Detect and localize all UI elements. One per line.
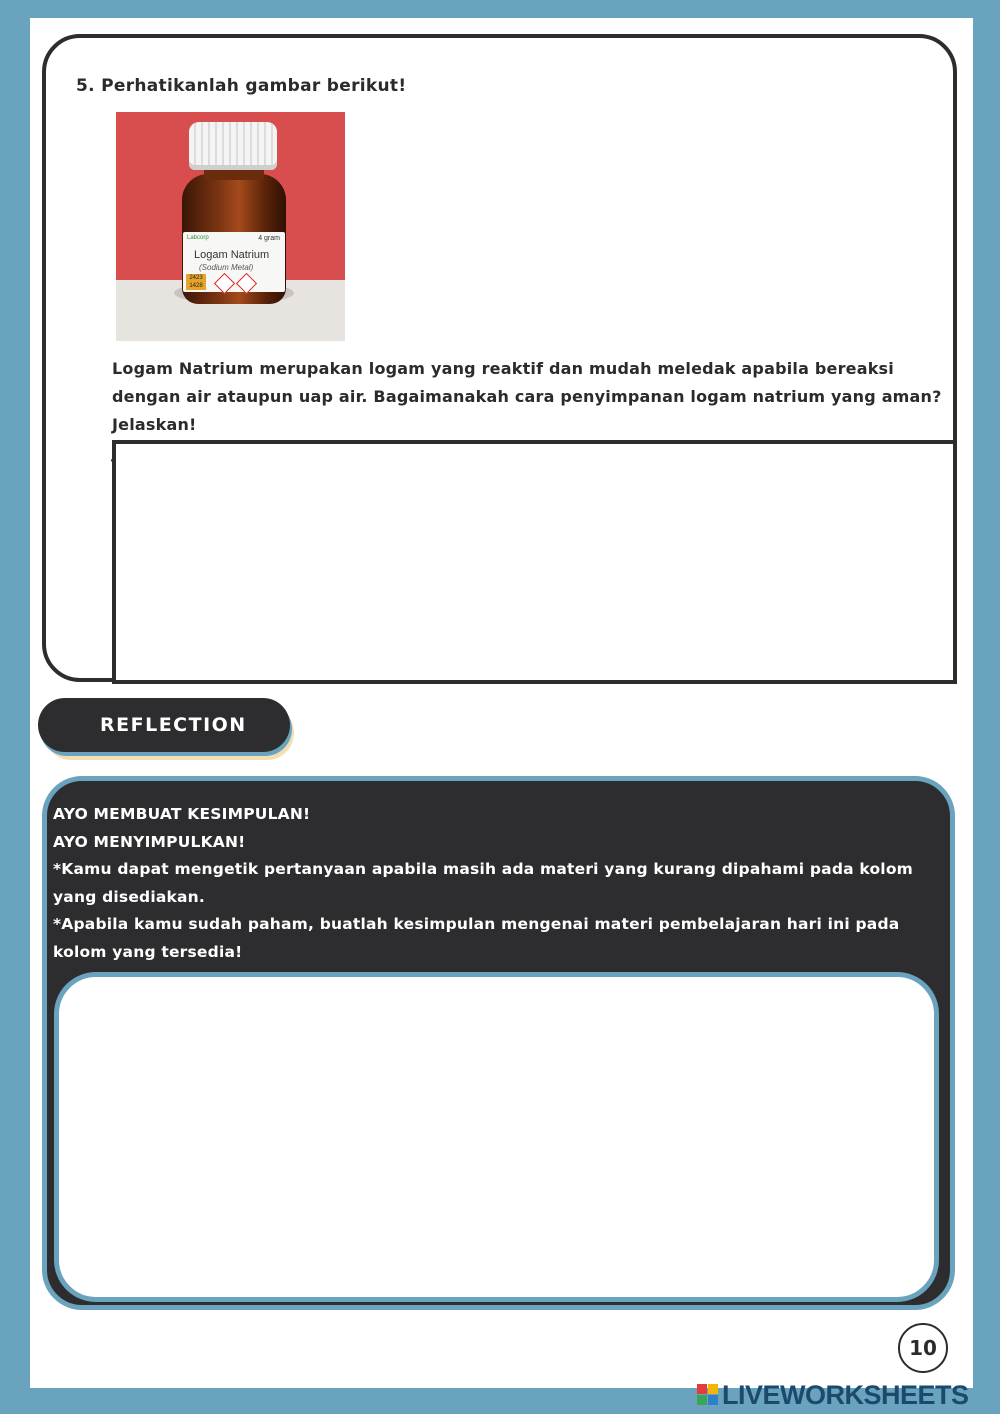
label-brand: Labcorp bbox=[187, 235, 209, 241]
reflection-line-4: *Apabila kamu sudah paham, buatlah kesimpulan mengenai materi pembelajaran hari ini pada kolom yang tersedia! bbox=[53, 915, 900, 961]
liveworksheets-icon bbox=[697, 1384, 719, 1406]
corrosive-hazard-icon bbox=[236, 273, 257, 294]
label-hazard-code bbox=[186, 274, 206, 290]
reflection-line-3: *Kamu dapat mengetik pertanyaan apabila masih ada materi yang kurang dipahami pada kolom yang disediakan. bbox=[53, 860, 914, 906]
question-body: Logam Natrium merupakan logam yang reaktif dan mudah meledak apabila bereaksi dengan air ataupun uap air. Bagaimanakah cara penyimpanan logam natrium yang aman? Jelaskan! bbox=[112, 359, 942, 434]
sodium-bottle-photo bbox=[116, 112, 345, 341]
reflection-instructions bbox=[53, 801, 943, 966]
label-name: Logam Natrium bbox=[194, 249, 270, 261]
label-subtitle: (Sodium Metal) bbox=[199, 263, 254, 272]
reflection-input[interactable] bbox=[54, 972, 939, 1302]
reflection-line-1: AYO MEMBUAT KESIMPULAN! bbox=[53, 805, 311, 823]
hazard-code-top: 2423 bbox=[189, 275, 203, 281]
liveworksheets-wordmark: LIVEWORKSHEETS bbox=[722, 1379, 969, 1410]
hazard-code-bottom: 1428 bbox=[189, 283, 203, 289]
flammable-hazard-icon bbox=[214, 273, 235, 294]
worksheet-page bbox=[30, 18, 973, 1388]
question-card bbox=[42, 34, 957, 682]
reflection-line-2: AYO MENYIMPULKAN! bbox=[53, 832, 246, 851]
bottle-label bbox=[183, 232, 285, 292]
reflection-card bbox=[42, 776, 955, 1310]
label-mass: 4 gram bbox=[258, 235, 280, 242]
question-title: 5. Perhatikanlah gambar berikut! bbox=[76, 76, 407, 96]
bottle-cap bbox=[189, 122, 277, 170]
answer-input[interactable] bbox=[112, 440, 957, 684]
page-number: 10 bbox=[898, 1323, 948, 1373]
reflection-heading: REFLECTION bbox=[38, 698, 290, 752]
liveworksheets-logo[interactable] bbox=[697, 1380, 969, 1410]
